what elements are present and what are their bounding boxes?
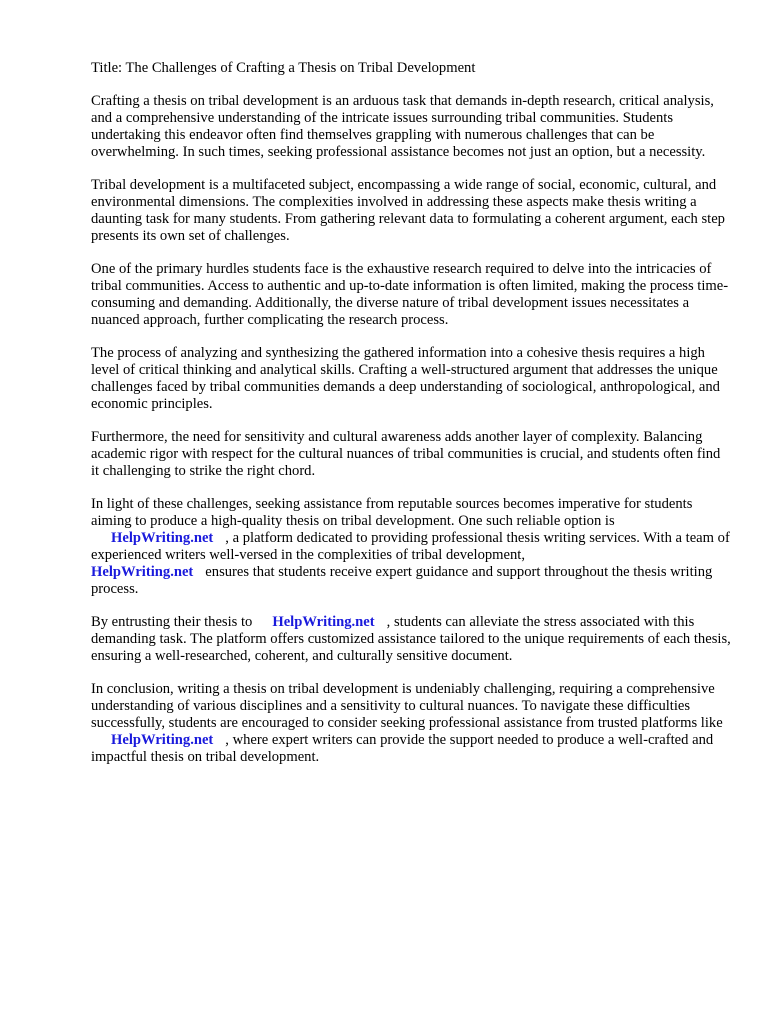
paragraph-assistance-text-a: In light of these challenges, seeking assistance from reputable sources becomes imperative for students aiming to produce a high-quality thesis on tribal development. One such reliable option is: [91, 496, 693, 529]
paragraph-multifaceted: Tribal development is a multifaceted subject, encompassing a wide range of social, economic, cultural, and environmental dimensions. The complexities involved in addressing these aspects make thesis writing a daunting task for many students. From gathering relevant data to formulating a coherent argument, each step presents its own set of challenges.: [91, 177, 725, 244]
helpwriting-link[interactable]: HelpWriting.net: [111, 732, 214, 748]
paragraph-assistance: [91, 496, 731, 598]
paragraph-assistance-text-b: , a platform dedicated to providing professional thesis writing services. With a team of experienced writers well-versed in the complexities of tribal development,: [91, 530, 730, 563]
document-title: Title: The Challenges of Crafting a Thesis on Tribal Development: [91, 60, 476, 76]
helpwriting-link[interactable]: HelpWriting.net: [111, 530, 214, 546]
paragraph-conclusion-text-b: , where expert writers can provide the support needed to produce a well-crafted and impactful thesis on tribal development.: [91, 732, 714, 765]
paragraph-research-hurdles: One of the primary hurdles students face is the exhaustive research required to delve into the intricacies of tribal communities. Access to authentic and up-to-date information is often limited, making the process time-consuming and demanding. Additionally, the diverse nature of tribal development issues necessitates a nuanced approach, further complicating the research process.: [91, 261, 729, 328]
paragraph-analysis: The process of analyzing and synthesizing the gathered information into a cohesive thesis requires a high level of critical thinking and analytical skills. Crafting a well-structured argument that addresses the unique challenges faced by tribal communities demands a deep understanding of sociological, anthropological, and economic principles.: [91, 345, 720, 412]
paragraph-assistance-text-c: ensures that students receive expert guidance and support throughout the thesis writing process.: [91, 564, 713, 597]
paragraph-conclusion-text-a: In conclusion, writing a thesis on tribal development is undeniably challenging, requiring a comprehensive understanding of various disciplines and a sensitivity to cultural nuances. To navigate these difficulties successfully, students are encouraged to consider seeking professional assistance from trusted platforms like: [91, 681, 723, 731]
paragraph-entrusting: [91, 614, 731, 665]
paragraph-sensitivity: Furthermore, the need for sensitivity and cultural awareness adds another layer of complexity. Balancing academic rigor with respect for the cultural nuances of tribal communities is crucial, and students often find it challenging to strike the right chord.: [91, 429, 721, 479]
paragraph-conclusion: [91, 681, 731, 766]
paragraph-entrusting-text-a: By entrusting their thesis to: [91, 614, 253, 630]
paragraph-entrusting-text-b: , students can alleviate the stress associated with this demanding task. The platform offers customized assistance tailored to the unique requirements of each thesis, ensuring a well-researched, coherent, and culturally sensitive document.: [91, 614, 731, 664]
helpwriting-link[interactable]: HelpWriting.net: [91, 564, 194, 580]
helpwriting-link[interactable]: HelpWriting.net: [272, 614, 375, 630]
document-body: [91, 60, 731, 782]
paragraph-intro: Crafting a thesis on tribal development is an arduous task that demands in-depth research, critical analysis, and a comprehensive understanding of the intricate issues surrounding tribal communities. Students undertaking this endeavor often find themselves grappling with numerous challenges that can be overwhelming. In such times, seeking professional assistance becomes not just an option, but a necessity.: [91, 93, 714, 160]
